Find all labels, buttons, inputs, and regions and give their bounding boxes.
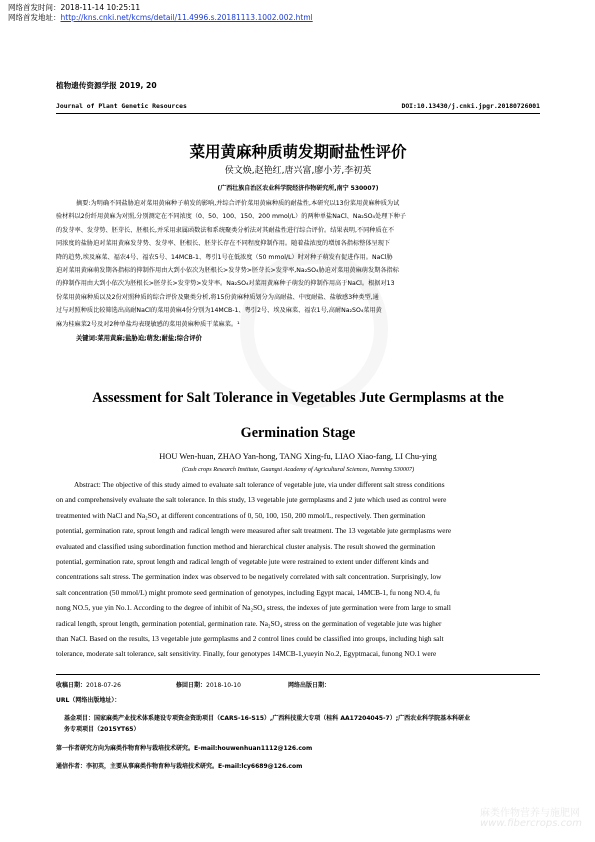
en-abstract-line: Abstract: The objective of this study aimed to evaluate salt tolerance of vegetable jute, via under different salt stress conditions <box>74 480 445 489</box>
first-author-note: 第一作者研究方向为麻类作物育种与栽培技术研究。E-mail:houwenhuan1112@126.com <box>56 745 313 752</box>
received-value: 2018-07-26 <box>86 682 121 689</box>
en-title-line2: Germination Stage <box>240 425 356 441</box>
en-abstract-line: potential, germination rate, sprout length and radical length of vegetable jute were restrained to extent under different kinds and <box>56 557 429 567</box>
cn-abstract-line: 过与对照种质比较筛选出高耐NaCl的菜用黄麻4份分别为14MCB-1、粤引2号、埃及麻菜、福农1号,高耐Na₂SO₄菜用黄 <box>56 307 382 315</box>
received-date <box>56 680 121 689</box>
pub-addr-label: 网络首发地址： <box>8 13 61 22</box>
journal-en-name: Journal of Plant Genetic Resources <box>56 102 187 110</box>
en-abstract-line: tolerance, moderate salt tolerance, salt sensitivity. Finally, four genotypes 14MCB-1,yueyin No.2, Egyptmacai, funong NO.1 were <box>56 649 437 659</box>
cn-authors: 侯文焕,赵艳红,唐兴富,廖小芳,李初英 <box>224 166 372 176</box>
cn-title: 菜用黄麻种质萌发期耐盐性评价 <box>189 143 407 161</box>
watermark-url: www.fibercrops.com <box>480 818 582 829</box>
en-abstract-line: potential, germination rate, sprout length and radical length were measured after salt treatment. The 13 vegetable jute germplasms were <box>56 526 452 536</box>
cn-abstract-line: 麻为桂麻菜2号及对2种单盐均表现敏感的菜用黄麻种质干菜麻菜。¹ <box>56 320 240 328</box>
en-abstract-line: than NaCl. Based on the results, 13 vegetable jute germplasms and 2 control lines could be classified into groups, including high salt <box>56 634 444 644</box>
fund-note-line: 基金项目：国家麻类产业技术体系建设专项资金资助项目（CARS-16-S15）,广西科技重大专项（桂科 AA17204045-7）;广西农业科学院基本科研业 <box>64 715 471 722</box>
url-label: URL（网络出版地址）： <box>56 697 121 704</box>
online-label: 网络出版日期： <box>288 682 331 689</box>
pub-addr-link[interactable]: http://kns.cnki.net/kcms/detail/11.4996.s.20181113.1002.002.html <box>60 13 313 22</box>
cnki-pub-address <box>8 13 313 23</box>
header-rule <box>56 113 540 114</box>
en-abstract-line: salt concentration (50 mmol/L) might promote seed germination of genotypes, including Egypt macai, 14MCB-1, fu nong NO.4, fu <box>56 587 440 597</box>
en-authors: HOU Wen-huan, ZHAO Yan-hong, TANG Xing-fu, LIAO Xiao-fang, LI Chu-ying <box>159 452 437 461</box>
cn-abstract <box>56 197 540 331</box>
en-abstract <box>56 477 540 662</box>
journal-doi: DOI:10.13430/j.cnki.jpgr.20180726001 <box>401 102 540 110</box>
fund-note <box>56 713 540 735</box>
journal-cn-header: 植物遗传资源学报 2019, 20 <box>56 81 157 90</box>
cn-abstract-line: 同浓度的盐胁迫对菜用黄麻发芽势、发芽率、胚根长、胚芽长存在不同程度抑制作用。随着盐浓度的增加各指标整体呈现下 <box>56 240 391 248</box>
cn-affiliation: (广西壮族自治区农业科学院经济作物研究所,南宁 530007) <box>217 185 379 192</box>
revised-label: 修回日期： <box>176 682 207 689</box>
cnki-pub-time <box>8 3 140 13</box>
en-abstract-line: treatmented with NaCl and Na₂SO₄ at different concentrations of 0, 50, 100, 150, 200 mmol/L, respectively. Then germination <box>56 510 426 520</box>
en-abstract-line: concentrations salt stress. The germination index was observed to be negatively correlated with salt concentration. Surprisingly, low <box>56 572 442 582</box>
pub-time-value: 2018-11-14 10:25:11 <box>60 3 141 12</box>
en-abstract-line: on and comprehensively evaluate the salt tolerance. In this study, 13 vegetable jute germplasms and 2 jute which used as control were <box>56 495 447 505</box>
online-date <box>288 680 330 689</box>
pub-time-label: 网络首发时间： <box>8 3 61 12</box>
en-abstract-line: evaluated and classified using subordination function method and hierarchical cluster analysis. The result showed the germination <box>56 541 436 551</box>
fund-note-line: 务专项项目（2015YT65） <box>64 726 140 733</box>
watermark-cn: 麻类作物营养与施肥网 <box>480 808 580 819</box>
cn-abstract-line: 的抑制作用由大到小依次为胚根长>胚芽长>发芽势>发芽率。Na₂SO₄对菜用黄麻种子萌发的抑制作用高于NaCl。根据对13 <box>56 280 395 288</box>
cn-abstract-line: 降的趋势,埃及麻菜、福农4号、福农5号、14MCB-1、粤引1号在低浓度（50 mmol/L）时对种子萌发有促进作用。NaCl胁 <box>56 253 393 261</box>
en-abstract-line: radical length, sprout length, germination potential, germination rate. Na₂SO₄ stress on the germination of vegetable jute was higher <box>56 618 442 628</box>
cn-abstract-line: 验材料以2份纤用黄麻为对照,分别测定在不同浓度（0、50、100、150、200 mmol/L）的两种单盐NaCl、Na₂SO₄处理下种子 <box>56 213 406 221</box>
revised-value: 2018-10-10 <box>206 682 241 689</box>
en-title-line1: Assessment for Salt Tolerance in Vegetables Jute Germplasms at the <box>92 390 504 406</box>
footer-rule <box>56 674 540 675</box>
cn-abstract-line: 摘要:为明确不同盐胁迫对菜用黄麻种子萌发的影响,并综合评价菜用黄麻种质的耐盐性,本研究以13份菜用黄麻种质为试 <box>76 200 400 207</box>
received-label: 收稿日期： <box>56 682 87 689</box>
corresponding-author-note: 通信作者：李初英，主要从事麻类作物育种与栽培技术研究。E-mail:lcy6689@126.com <box>56 763 303 770</box>
cn-keywords: 关键词:菜用黄麻;盐胁迫;萌发;耐盐;综合评价 <box>76 335 202 342</box>
en-affiliation: (Cash crops Research Institute, Guangxi Academy of Agricultural Sciences, Nanning 530007) <box>181 466 415 473</box>
cn-abstract-line: 的发芽率、发芽势、胚芽长、胚根长,并采用隶属函数法和系统聚类分析法对其耐盐性进行综合评价。结果表明,不同种质在不 <box>56 226 395 234</box>
revised-date <box>176 680 241 689</box>
cn-abstract-line: 迫对菜用黄麻萌发期各指标的抑制作用由大到小依次为胚根长>发芽势>胚芽长>发芽率,Na₂SO₄胁迫对菜用黄麻萌发期各指标 <box>56 267 399 275</box>
cn-abstract-line: 份菜用黄麻种质以及2份对照种质的综合评价及聚类分析,将15份黄麻种质划分为高耐盐、中度耐盐、盐敏感3种类型,通 <box>56 293 379 301</box>
en-abstract-line: nong NO.5, yue yin No.1. According to the degree of inhibit of Na₂SO₄ stress, the indexes of jute germination were from large to small <box>56 603 451 613</box>
